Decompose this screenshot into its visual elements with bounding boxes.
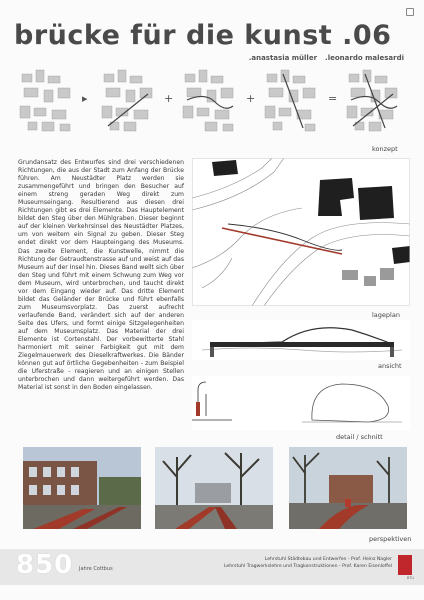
chair-credits (224, 556, 392, 570)
anniversary-number: 850 (16, 550, 74, 580)
corner-mark-icon (406, 8, 414, 16)
elevation-label: ansicht (378, 362, 402, 370)
concept-operator: + (164, 92, 174, 105)
university-crest-caption: BTU (406, 576, 414, 580)
elevation-drawing (192, 320, 410, 360)
concept-operator: ▸ (82, 92, 88, 105)
concept-diagram-strip (18, 66, 408, 142)
author-name: .leonardo malesardi (325, 54, 404, 62)
perspectives-label: perspektiven (369, 535, 412, 543)
author-name: .anastasia müller (248, 54, 318, 62)
project-description: Grundansatz des Entwurfes sind drei verschiedenen Richtungen, die aus der Stadt zum Anfang der Brücke führen. Am Neustädter Platz werden sie zusammengeführt und bringen den Besucher auf einem streng geraden Weg direkt zum Museumseingang. Resultierend aus diesen drei Richtungen gibt es drei Elemente. Das Hauptelement bildet den Steg über den Mühlgraben. Dieser beginnt auf der kleinen Verkehrsinsel des Neustädter Platzes, um von weitem ein Signal zu geben. Dieser Steg endet direkt vor dem Haupteingang des Museums. Das zweite Element, die Kunstwelle, nimmt die Richtung der Getraudtenstrasse auf und weist auf das Museum auf der Insel hin. Dieses Band wellt sich über den Steg und führt mit einem Schwung zum Weg vor dem Museum, wird unterbrochen, und taucht direkt vor dem Eingang wieder auf. Das dritte Element bildet das Geländer der Brücke und führt ebenfalls zum Museumsvorplatz. Das zuerst aufrecht verlaufende Band, verändert sich auf der anderen Seite des Ufers, und formt einige Sitzgelegenheiten auf dem Museumsplatz. Das Material der drei Elemente ist Cortenstahl. Der vorbewitterte Stahl harmoniert mit seiner Farbigkeit gut mit dem Ziegelmauerwerk des Dieselkraftwerkes. Die Bänder können gut auf örtliche Gegebenheiten - zum Beispiel die Uferstraße - reagieren und an einigen Stellen unterbrochen und dann weitergeführt werden. Das Material ist sonst in den Boden eingelassen. (18, 159, 184, 392)
concept-diagram (181, 66, 239, 136)
perspective-photo (23, 447, 141, 529)
chair-line: Lehrstuhl Tragwerkslehre und Tragkonstruktionen - Prof. Karen Eisenloffel (223, 564, 392, 569)
anniversary-caption: Jahre Cottbus (79, 566, 113, 572)
perspective-photo (155, 447, 273, 529)
concept-operator: = (328, 92, 338, 105)
concept-diagram (100, 66, 158, 136)
chair-line: Lehrstuhl Städtebau und Entwerfen - Prof. Heinz Nagler (264, 557, 392, 562)
concept-diagram (18, 66, 76, 136)
university-crest-icon (398, 555, 412, 575)
detail-section-drawing (192, 376, 410, 430)
site-plan-label: lageplan (372, 311, 400, 319)
concept-diagram (263, 66, 321, 136)
site-plan-drawing (192, 158, 410, 306)
authors (249, 54, 404, 62)
perspective-photo (289, 447, 407, 529)
detail-label: detail / schnitt (336, 433, 383, 441)
poster-title: brücke für die kunst .06 (14, 20, 392, 51)
concept-label: konzept (372, 145, 398, 153)
concept-operator: + (246, 92, 256, 105)
concept-diagram (345, 66, 403, 136)
